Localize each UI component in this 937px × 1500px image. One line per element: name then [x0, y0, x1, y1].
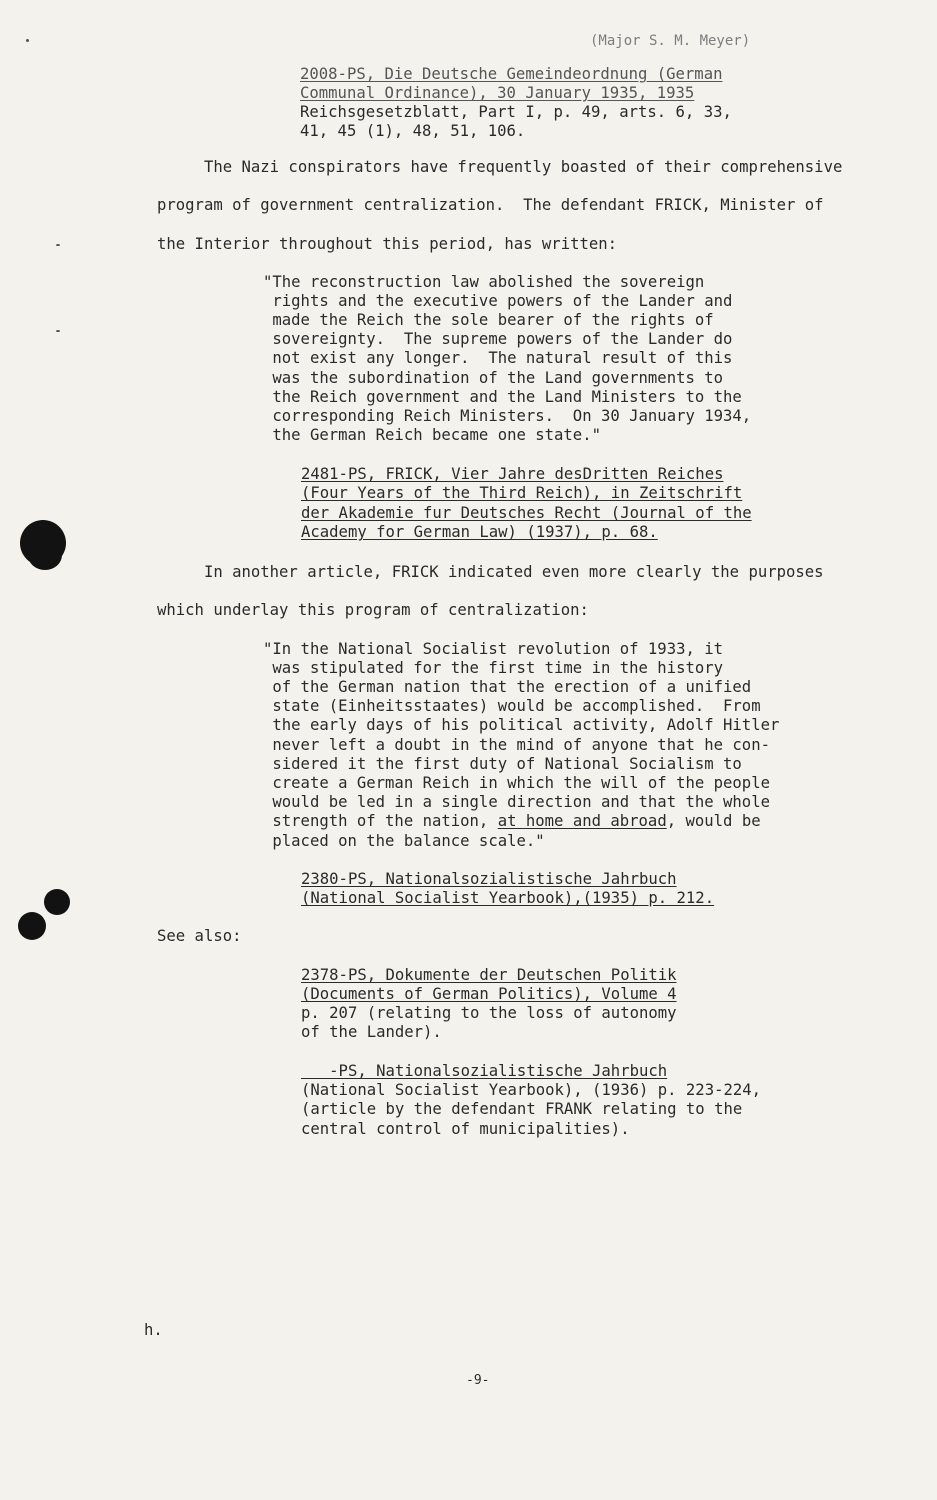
quote-line: the Reich government and the Land Ministers to the	[263, 388, 742, 406]
attribution: (Major S. M. Meyer)	[590, 33, 751, 49]
quote-line: create a German Reich in which the will of the people	[263, 774, 770, 792]
quote-line: "The reconstruction law abolished the sovereign	[263, 273, 705, 291]
citation-line: (article by the defendant FRANK relating to the	[301, 1100, 743, 1118]
citation-line: central control of municipalities).	[301, 1120, 630, 1138]
paragraph-line: The Nazi conspirators have frequently boasted of their comprehensive	[157, 158, 843, 176]
footer-initial: h.	[144, 1321, 163, 1339]
quote-line: placed on the balance scale."	[263, 832, 545, 850]
citation-line: Communal Ordinance), 30 January 1935, 1935	[300, 84, 695, 102]
citation-line: of the Lander).	[301, 1023, 442, 1041]
paragraph-line: In another article, FRICK indicated even more clearly the purposes	[157, 563, 824, 581]
see-also-label: See also:	[157, 927, 242, 945]
speck	[56, 244, 60, 246]
quote-line: state (Einheitsstaates) would be accomplished. From	[263, 697, 761, 715]
citation-line: (Documents of German Politics), Volume 4	[301, 985, 677, 1003]
quote-line: would be led in a single direction and that the whole	[263, 793, 770, 811]
quote-line: corresponding Reich Ministers. On 30 January 1934,	[263, 407, 752, 425]
speck	[56, 330, 60, 332]
page-number: -9-	[466, 1373, 490, 1388]
citation-line: (National Socialist Yearbook),(1935) p. 212.	[301, 889, 715, 907]
quote-line: sovereignty. The supreme powers of the Lander do	[263, 330, 733, 348]
citation-line: 2481-PS, FRICK, Vier Jahre desDritten Reiches	[301, 465, 724, 483]
quote-text: , would be	[666, 812, 761, 830]
paragraph-line: program of government centralization. The defendant FRICK, Minister of	[157, 196, 824, 214]
citation-line: 2008-PS, Die Deutsche Gemeindeordnung (German	[300, 65, 723, 83]
punch-hole-lower-2	[18, 912, 46, 940]
quote-line: "In the National Socialist revolution of 1933, it	[263, 640, 724, 658]
quote-line: never left a doubt in the mind of anyone that he con-	[263, 736, 770, 754]
citation-line: Academy for German Law) (1937), p. 68.	[301, 523, 658, 541]
quote-line: the early days of his political activity, Adolf Hitler	[263, 716, 780, 734]
quote-line: of the German nation that the erection of a unified	[263, 678, 752, 696]
quote-underlined-phrase: at home and abroad	[497, 812, 667, 830]
citation-line: p. 207 (relating to the loss of autonomy	[301, 1004, 677, 1022]
quote-text: strength of the nation,	[263, 812, 498, 830]
quote-line	[263, 812, 761, 831]
citation-line: Reichsgesetzblatt, Part I, p. 49, arts. 6, 33,	[300, 103, 732, 121]
citation-line: 2378-PS, Dokumente der Deutschen Politik	[301, 966, 677, 984]
punch-hole-lower	[44, 889, 70, 915]
quote-line: sidered it the first duty of National Socialism to	[263, 755, 742, 773]
citation-line: 41, 45 (1), 48, 51, 106.	[300, 122, 526, 140]
quote-line: not exist any longer. The natural result of this	[263, 349, 733, 367]
citation-line: (National Socialist Yearbook), (1936) p. 223-224,	[301, 1081, 762, 1099]
paragraph-line: the Interior throughout this period, has written:	[157, 235, 618, 253]
citation-line: 2380-PS, Nationalsozialistische Jahrbuch	[301, 870, 677, 888]
speck	[26, 39, 29, 42]
citation-line: (Four Years of the Third Reich), in Zeitschrift	[301, 484, 743, 502]
quote-line: made the Reich the sole bearer of the rights of	[263, 311, 714, 329]
citation-line: der Akademie fur Deutsches Recht (Journal of the	[301, 504, 752, 522]
quote-line: was the subordination of the Land governments to	[263, 369, 724, 387]
citation-line: -PS, Nationalsozialistische Jahrbuch	[301, 1062, 668, 1080]
quote-line: the German Reich became one state."	[263, 426, 601, 444]
paragraph-line: which underlay this program of centralization:	[157, 601, 589, 619]
punch-hole-upper-lobe	[28, 540, 62, 570]
quote-line: rights and the executive powers of the Lander and	[263, 292, 733, 310]
quote-line: was stipulated for the first time in the history	[263, 659, 724, 677]
